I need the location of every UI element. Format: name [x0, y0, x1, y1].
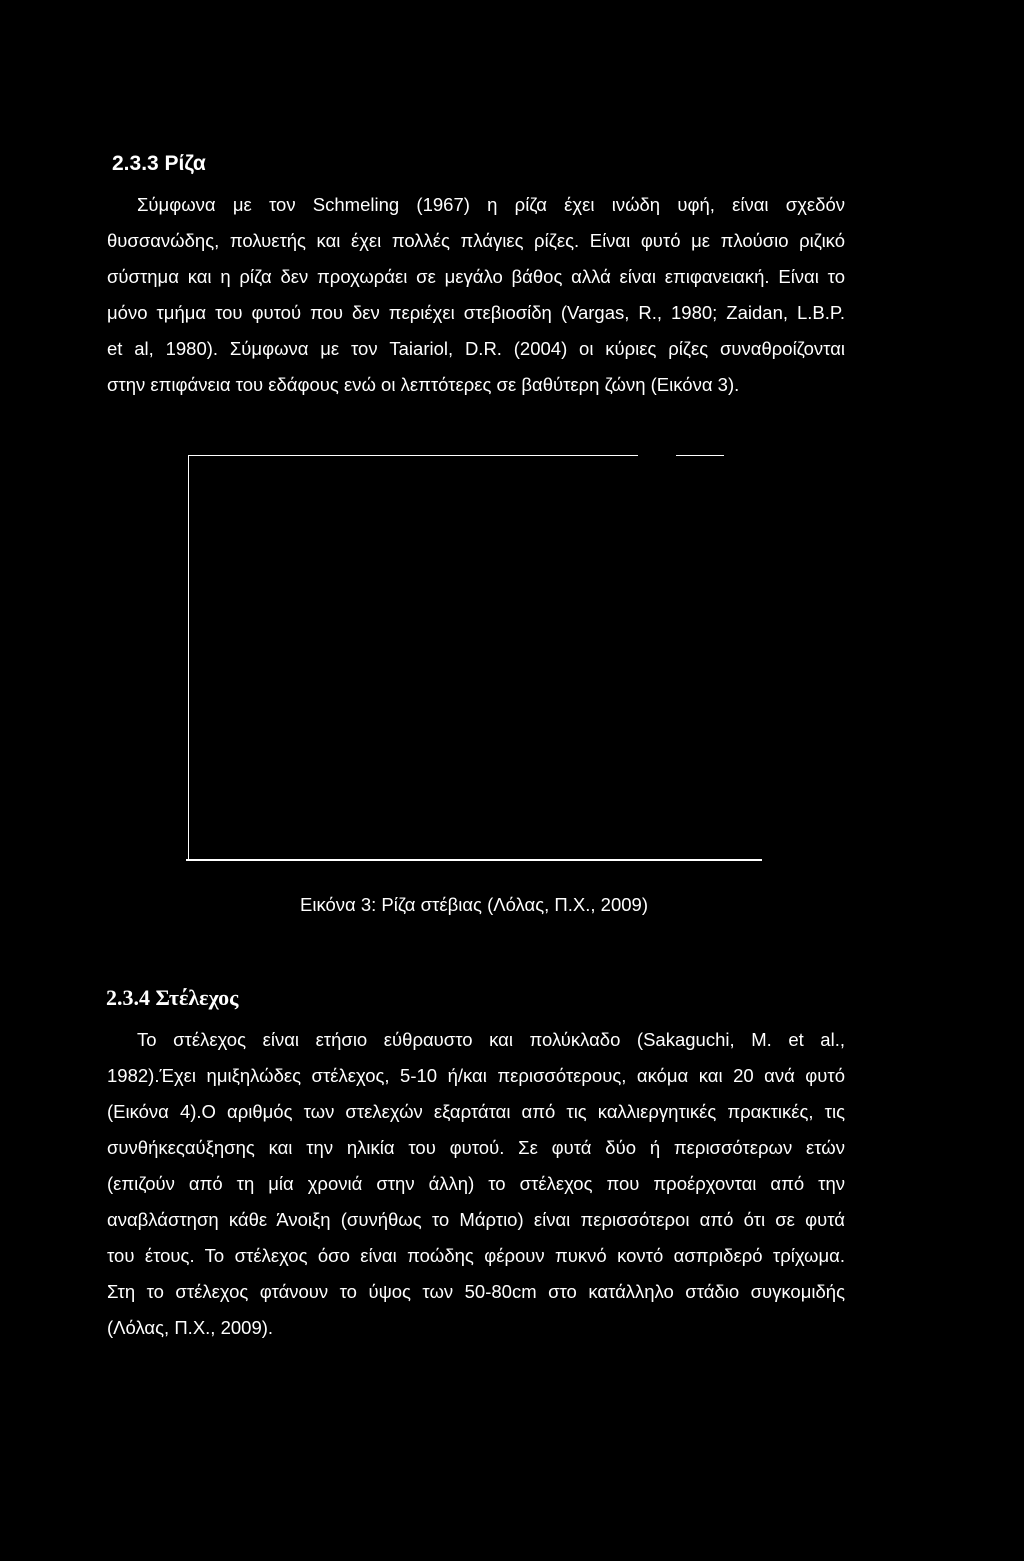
- paragraph-line: Σύμφωνα με τον Schmeling (1967) η ρίζα έχει ινώδη υφή, είναι σχεδόν: [137, 194, 845, 215]
- paragraph-line: στην επιφάνεια του εδάφους ενώ οι λεπτότερες σε βαθύτερη ζώνη (Εικόνα 3).: [107, 374, 740, 395]
- paragraph-stem: [107, 1022, 845, 1346]
- paragraph-line: Στη το στέλεχος φτάνουν το ύψος των 50-80cm στο κατάλληλο στάδιο συγκομιδής: [107, 1281, 845, 1302]
- paragraph-line: (Λόλας, Π.Χ., 2009).: [107, 1317, 274, 1338]
- figure-caption: Εικόνα 3: Ρίζα στέβιας (Λόλας, Π.Χ., 2009): [300, 894, 648, 915]
- figure-frame-top: [676, 455, 724, 456]
- paragraph-line: (Εικόνα 4).Ο αριθμός των στελεχών εξαρτάται από τις καλλιεργητικές πρακτικές, τις: [107, 1101, 845, 1122]
- paragraph-line: αναβλάστηση κάθε Άνοιξη (συνήθως το Μάρτιο) είναι περισσότεροι από ότι σε φυτά: [107, 1209, 845, 1230]
- section-heading-root: 2.3.3 Ρίζα: [112, 152, 206, 175]
- paragraph-line: σύστημα και η ρίζα δεν προχωράει σε μεγάλο βάθος αλλά είναι επιφανειακή. Είναι το: [107, 266, 845, 287]
- paragraph-line: μόνο τμήμα του φυτού που δεν περιέχει στεβιοσίδη (Vargas, R., 1980; Zaidan, L.B.P.: [107, 302, 845, 323]
- paragraph-line: 1982).Έχει ημιξηλώδες στέλεχος, 5-10 ή/και περισσότερους, ακόμα και 20 ανά φυτό: [107, 1065, 845, 1086]
- paragraph-line: (επιζούν από τη μία χρονιά στην άλλη) το στέλεχος που προέρχονται από την: [107, 1173, 845, 1194]
- paragraph-line: συνθήκεςαύξησης και την ηλικία του φυτού. Σε φυτά δύο ή περισσότερων ετών: [107, 1137, 845, 1158]
- figure-frame-top: [188, 455, 638, 456]
- paragraph-line: et al, 1980). Σύμφωνα με τον Taiariol, D.R. (2004) οι κύριες ρίζες συναθροίζονται: [107, 338, 845, 359]
- figure-frame-bottom: [186, 859, 762, 861]
- section-heading-stem: 2.3.4 Στέλεχος: [106, 985, 239, 1010]
- paragraph-root: [107, 187, 845, 403]
- paragraph-line: του έτους. Το στέλεχος όσο είναι ποώδης φέρουν πυκνό κοντό ασπριδερό τρίχωμα.: [107, 1245, 845, 1266]
- figure-frame-left: [188, 455, 189, 859]
- paragraph-line: Το στέλεχος είναι ετήσιο εύθραυστο και πολύκλαδο (Sakaguchi, M. et al.,: [137, 1029, 845, 1050]
- figure-image-root: [186, 455, 762, 862]
- paragraph-line: θυσσανώδης, πολυετής και έχει πολλές πλάγιες ρίζες. Είναι φυτό με πλούσιο ριζικό: [107, 230, 845, 251]
